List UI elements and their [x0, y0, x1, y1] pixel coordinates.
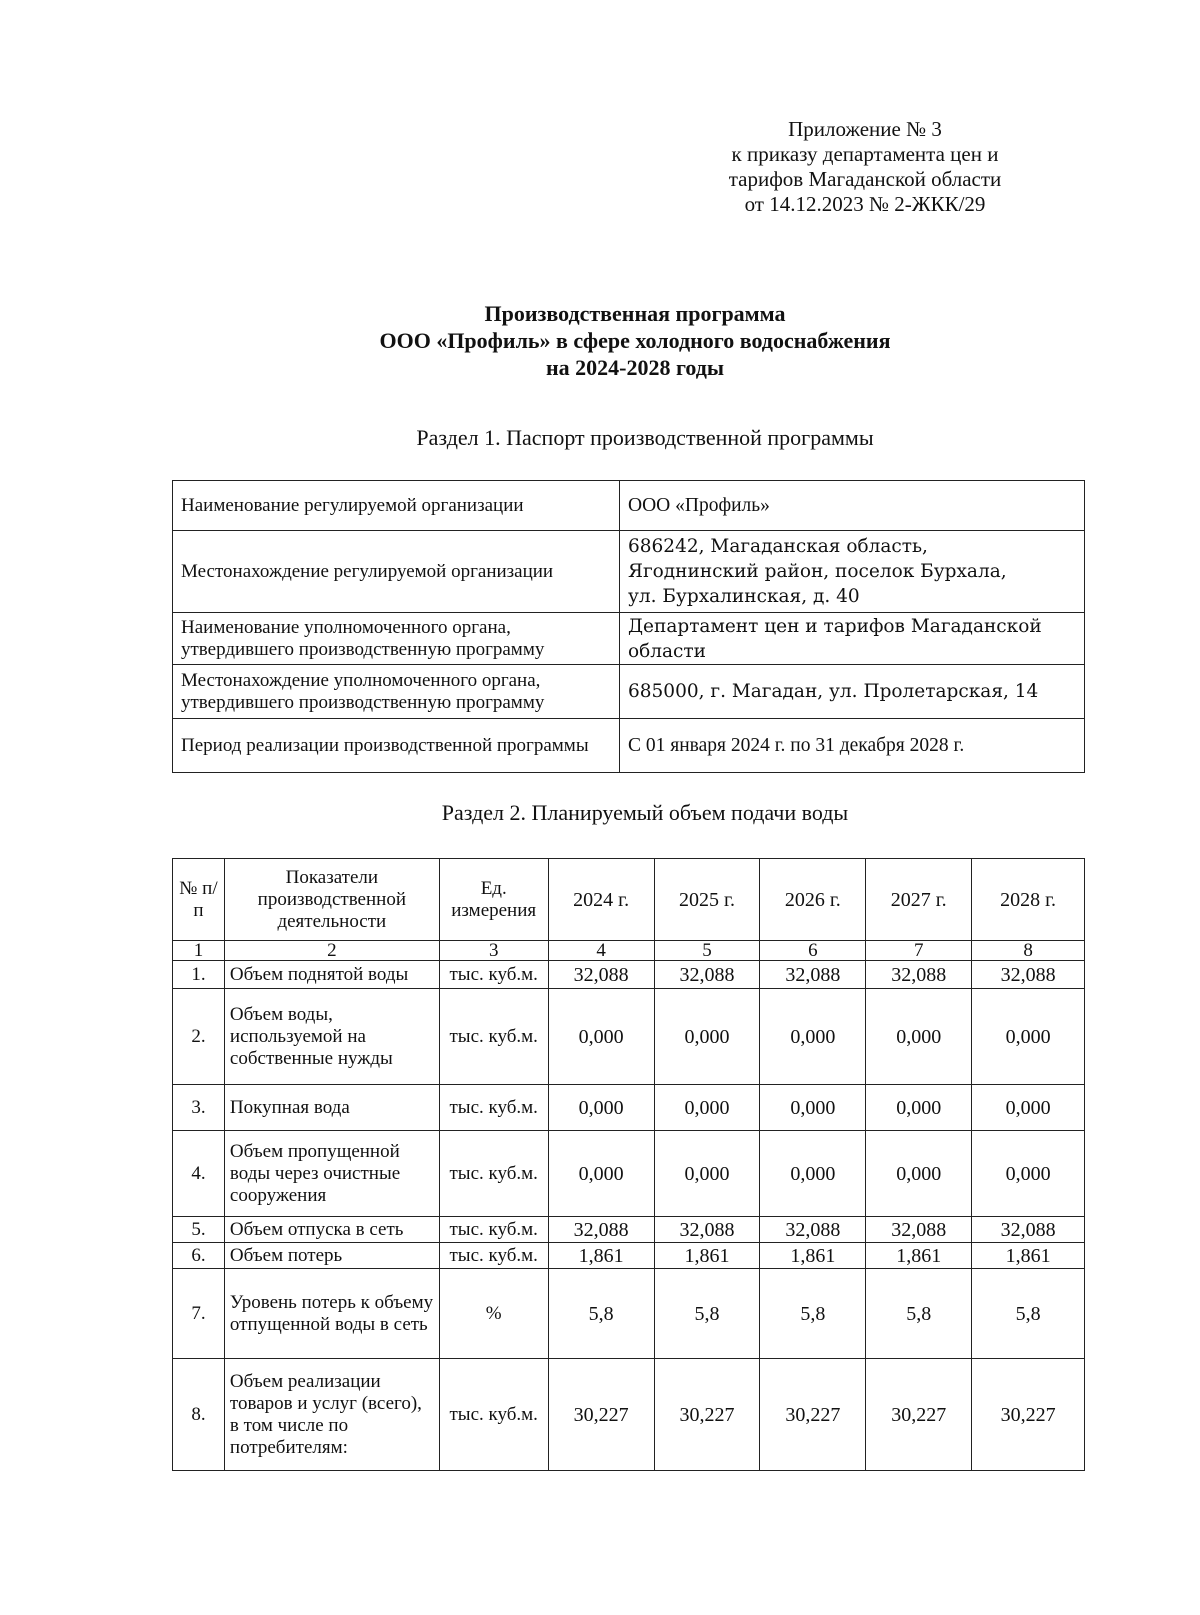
column-index: 1 [173, 941, 225, 961]
row-num: 4. [173, 1131, 225, 1217]
row-unit: тыс. куб.м. [439, 989, 548, 1085]
row-value: 32,088 [760, 1217, 866, 1243]
passport-label: Период реализации производственной программы [173, 719, 620, 773]
table-row [173, 1131, 1085, 1217]
row-value: 30,227 [548, 1359, 654, 1471]
appendix-line: от 14.12.2023 № 2-ЖКК/29 [744, 192, 986, 216]
column-index: 6 [760, 941, 866, 961]
column-index-row [173, 941, 1085, 961]
column-index: 8 [972, 941, 1085, 961]
passport-table [172, 480, 1085, 773]
title-line: ООО «Профиль» в сфере холодного водоснабжения [379, 328, 891, 353]
table-row [173, 989, 1085, 1085]
header-num: № п/п [173, 859, 225, 941]
table-row [173, 1243, 1085, 1269]
appendix-block [700, 117, 1030, 217]
appendix-line: к приказу департамента цен и [731, 142, 999, 166]
row-value: 0,000 [654, 989, 760, 1085]
row-value: 1,861 [760, 1243, 866, 1269]
row-value: 1,861 [972, 1243, 1085, 1269]
row-indicator: Объем воды, используемой на собственные нужды [224, 989, 439, 1085]
row-num: 5. [173, 1217, 225, 1243]
row-value: 1,861 [548, 1243, 654, 1269]
table-row [173, 665, 1085, 719]
row-num: 7. [173, 1269, 225, 1359]
row-value: 1,861 [654, 1243, 760, 1269]
address-line: ул. Бурхалинская, д. 40 [628, 586, 860, 607]
passport-value: Департамент цен и тарифов Магаданской области [620, 613, 1085, 665]
passport-label: Местонахождение уполномоченного органа, утвердившего производственную программу [173, 665, 620, 719]
table-row [173, 1269, 1085, 1359]
passport-value: ООО «Профиль» [620, 481, 1085, 531]
row-value: 32,088 [972, 961, 1085, 989]
row-value: 32,088 [654, 1217, 760, 1243]
header-year: 2024 г. [548, 859, 654, 941]
row-value: 0,000 [760, 1085, 866, 1131]
passport-value: 685000, г. Магадан, ул. Пролетарская, 14 [620, 665, 1085, 719]
row-value: 0,000 [548, 1085, 654, 1131]
row-value: 0,000 [866, 989, 972, 1085]
row-indicator: Объем пропущенной воды через очистные сооружения [224, 1131, 439, 1217]
document-title [0, 300, 1200, 381]
section-1-heading: Раздел 1. Паспорт производственной программы [416, 425, 874, 450]
row-unit: тыс. куб.м. [439, 961, 548, 989]
passport-value [620, 531, 1085, 613]
appendix-line: Приложение № 3 [788, 117, 942, 141]
row-indicator: Уровень потерь к объему отпущенной воды в сеть [224, 1269, 439, 1359]
row-value: 30,227 [866, 1359, 972, 1471]
row-num: 6. [173, 1243, 225, 1269]
row-value: 32,088 [548, 1217, 654, 1243]
row-unit: % [439, 1269, 548, 1359]
row-value: 0,000 [972, 1131, 1085, 1217]
row-indicator: Объем поднятой воды [224, 961, 439, 989]
row-unit: тыс. куб.м. [439, 1131, 548, 1217]
row-num: 8. [173, 1359, 225, 1471]
passport-label: Наименование уполномоченного органа, утвердившего производственную программу [173, 613, 620, 665]
table-row [173, 1359, 1085, 1471]
row-value: 0,000 [760, 1131, 866, 1217]
table-row [173, 613, 1085, 665]
row-value: 5,8 [760, 1269, 866, 1359]
column-index: 3 [439, 941, 548, 961]
row-value: 32,088 [866, 1217, 972, 1243]
row-indicator: Объем потерь [224, 1243, 439, 1269]
row-unit: тыс. куб.м. [439, 1243, 548, 1269]
row-unit: тыс. куб.м. [439, 1217, 548, 1243]
row-value: 5,8 [972, 1269, 1085, 1359]
passport-label: Местонахождение регулируемой организации [173, 531, 620, 613]
address-line: Ягоднинский район, поселок Бурхала, [628, 561, 1007, 582]
passport-label: Наименование регулируемой организации [173, 481, 620, 531]
column-index: 5 [654, 941, 760, 961]
row-value: 32,088 [548, 961, 654, 989]
row-value: 30,227 [972, 1359, 1085, 1471]
row-value: 32,088 [972, 1217, 1085, 1243]
header-indicator: Показатели производственной деятельности [224, 859, 439, 941]
title-line: на 2024-2028 годы [545, 355, 725, 380]
row-indicator: Объем отпуска в сеть [224, 1217, 439, 1243]
row-value: 32,088 [866, 961, 972, 989]
table-row [173, 531, 1085, 613]
row-value: 0,000 [760, 989, 866, 1085]
table-row [173, 1085, 1085, 1131]
row-value: 0,000 [654, 1131, 760, 1217]
table-row [173, 1217, 1085, 1243]
row-unit: тыс. куб.м. [439, 1359, 548, 1471]
column-index: 7 [866, 941, 972, 961]
address-line: 686242, Магаданская область, [628, 536, 928, 557]
row-unit: тыс. куб.м. [439, 1085, 548, 1131]
row-value: 0,000 [972, 1085, 1085, 1131]
row-value: 32,088 [654, 961, 760, 989]
row-value: 0,000 [972, 989, 1085, 1085]
row-value: 0,000 [548, 1131, 654, 1217]
table-row [173, 961, 1085, 989]
table-row [173, 481, 1085, 531]
table-row [173, 719, 1085, 773]
passport-value: С 01 января 2024 г. по 31 декабря 2028 г. [620, 719, 1085, 773]
row-value: 0,000 [654, 1085, 760, 1131]
row-value: 30,227 [654, 1359, 760, 1471]
header-year: 2026 г. [760, 859, 866, 941]
water-volume-table [172, 858, 1085, 1471]
row-value: 5,8 [866, 1269, 972, 1359]
header-year: 2027 г. [866, 859, 972, 941]
row-num: 3. [173, 1085, 225, 1131]
row-value: 1,861 [866, 1243, 972, 1269]
row-value: 32,088 [760, 961, 866, 989]
row-num: 1. [173, 961, 225, 989]
row-value: 0,000 [866, 1131, 972, 1217]
section-2-heading: Раздел 2. Планируемый объем подачи воды [441, 800, 849, 825]
row-indicator: Объем реализации товаров и услуг (всего), в том числе по потребителям: [224, 1359, 439, 1471]
header-year: 2025 г. [654, 859, 760, 941]
appendix-line: тарифов Магаданской области [728, 167, 1002, 191]
column-index: 2 [224, 941, 439, 961]
row-value: 0,000 [866, 1085, 972, 1131]
row-value: 0,000 [548, 989, 654, 1085]
row-value: 30,227 [760, 1359, 866, 1471]
row-value: 5,8 [548, 1269, 654, 1359]
column-index: 4 [548, 941, 654, 961]
row-num: 2. [173, 989, 225, 1085]
row-indicator: Покупная вода [224, 1085, 439, 1131]
table-header-row [173, 859, 1085, 941]
header-year: 2028 г. [972, 859, 1085, 941]
title-line: Производственная программа [484, 301, 786, 326]
row-value: 5,8 [654, 1269, 760, 1359]
header-unit: Ед. измерения [439, 859, 548, 941]
